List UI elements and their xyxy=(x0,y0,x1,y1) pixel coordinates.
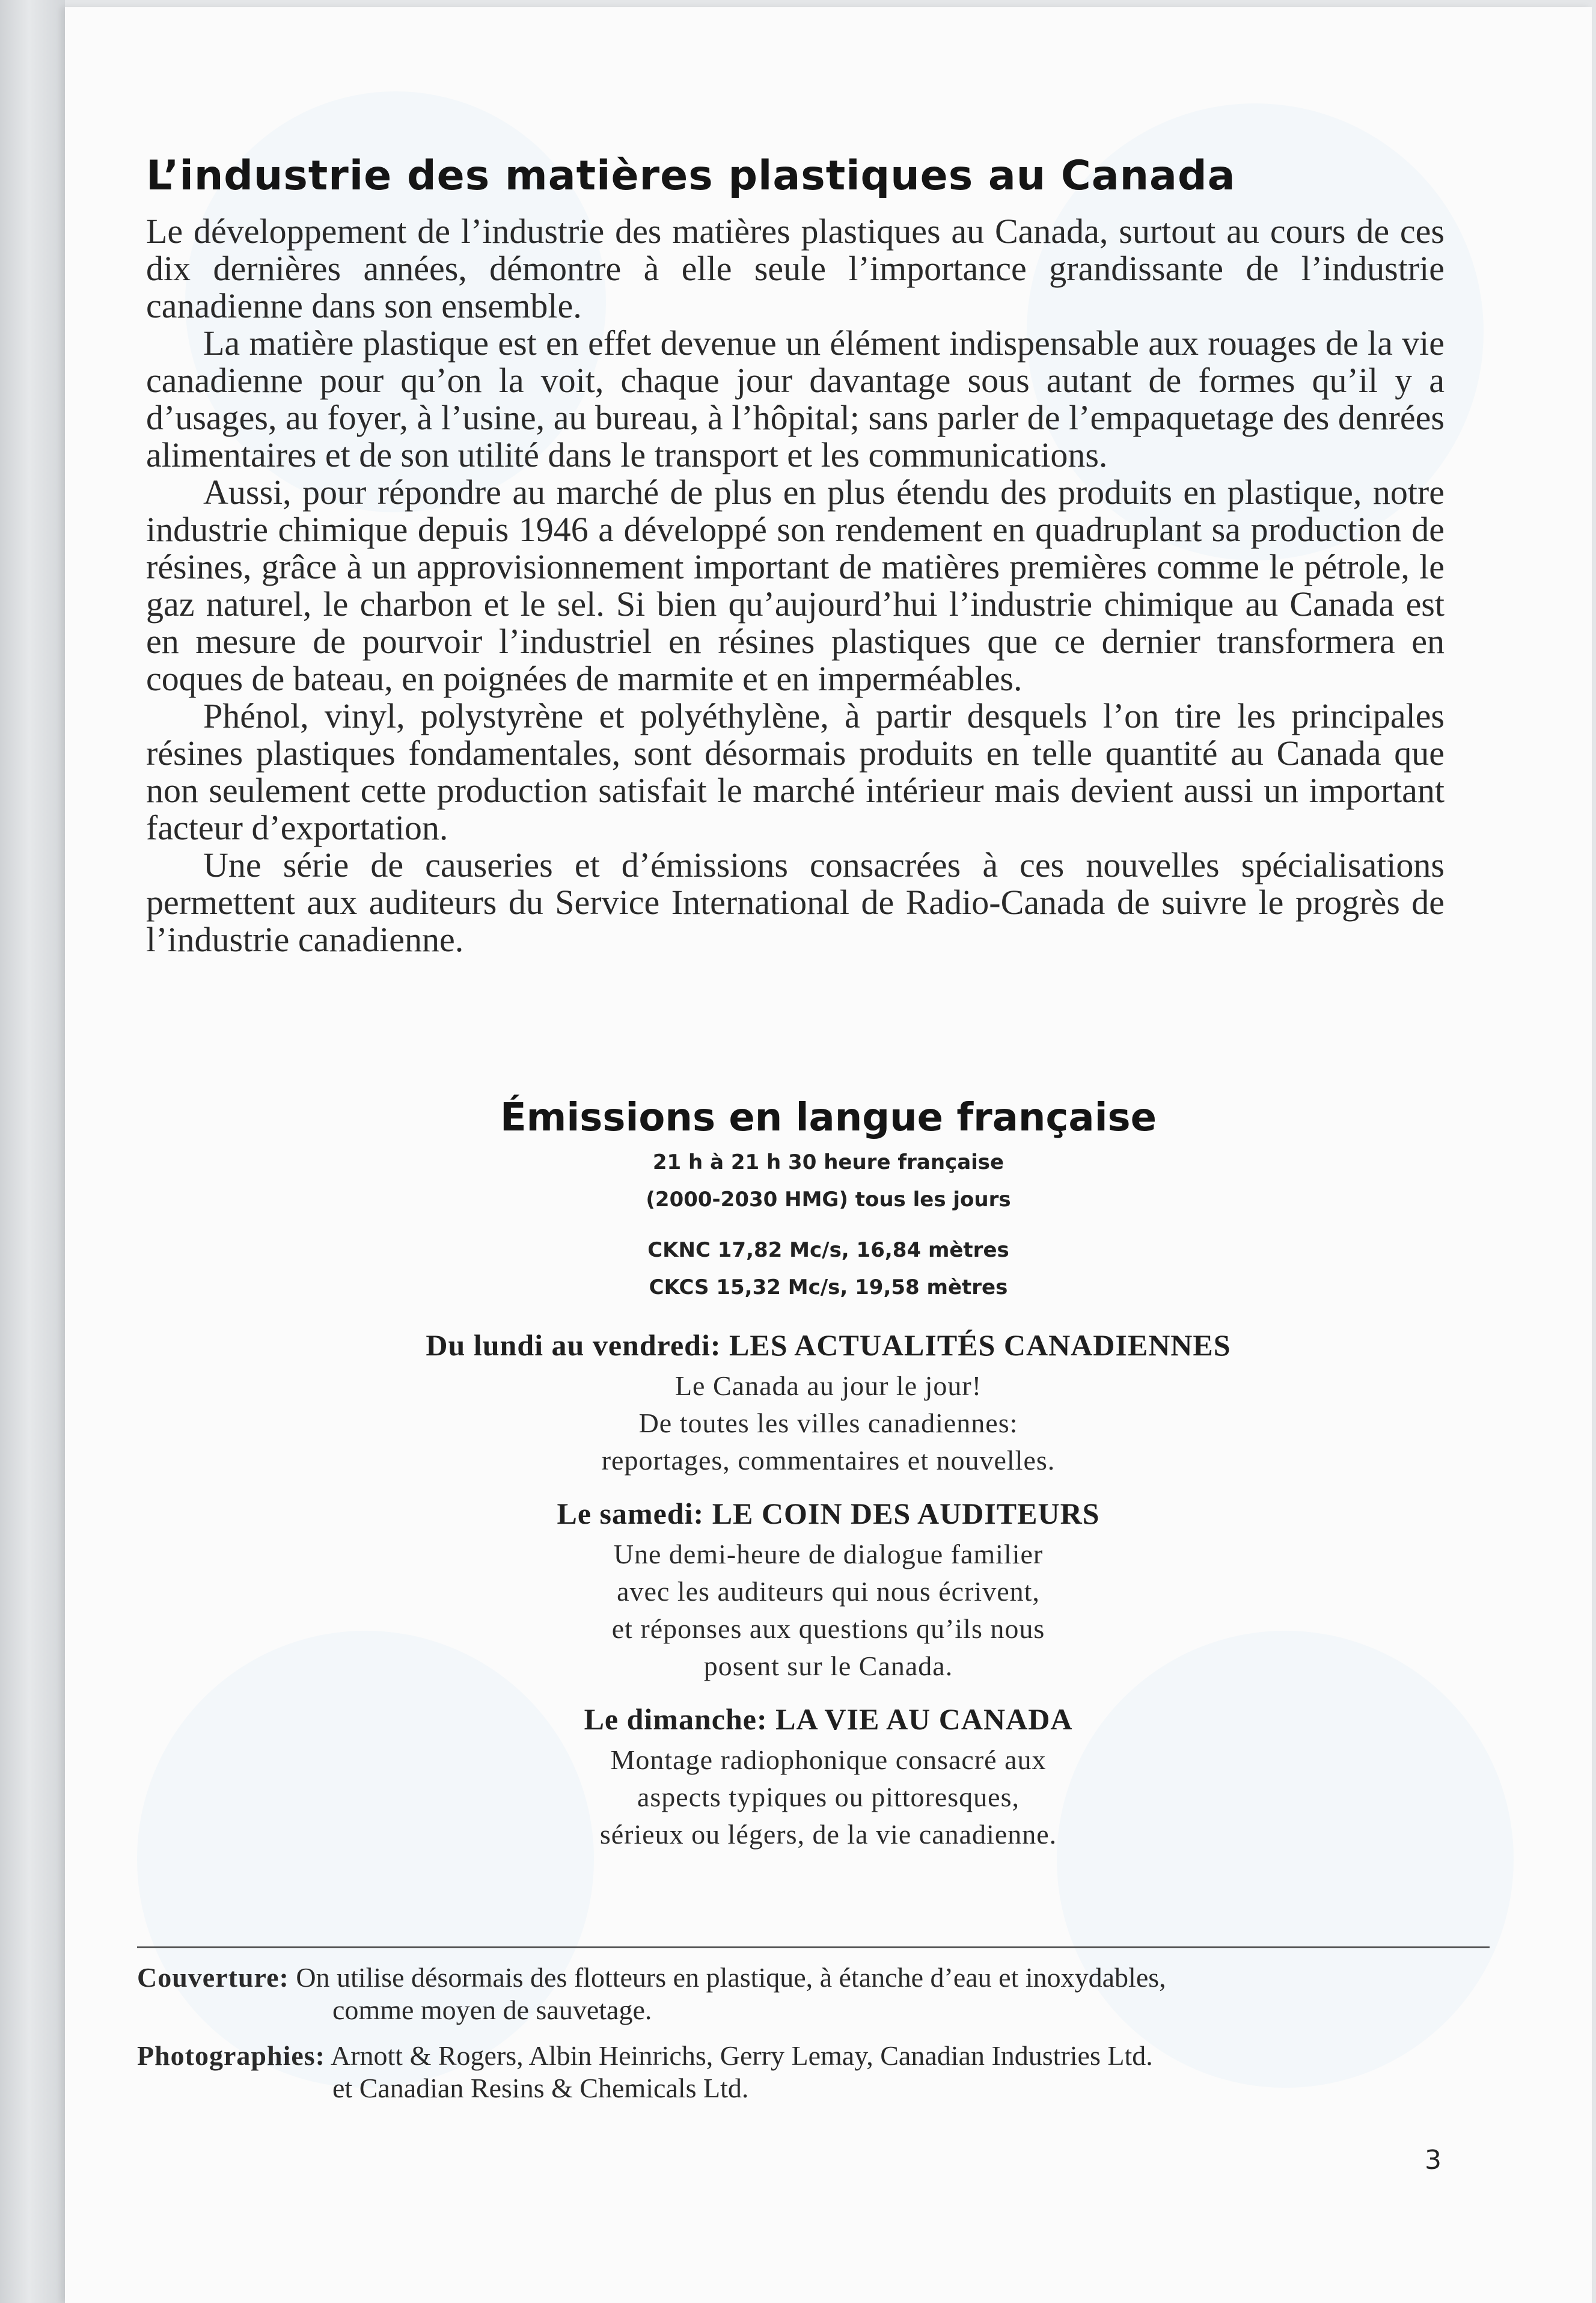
article-paragraph: La matière plastique est en effet devenue un élément indispensable aux rouages de la vie canadienne pour qu’on la voit, chaque jour davantage sous autant de formes qu’il y a d’usages, au foyer, à l’usine, au bureau, à l’hôpital; sans parler de l’empaquetage des denrées alimentaires et de son utilité dans le transport et les communications. xyxy=(146,323,1445,474)
program-saturday xyxy=(65,1496,1592,1685)
page-number: 3 xyxy=(1425,2145,1442,2176)
cover-credit xyxy=(137,1961,1520,2026)
article-title: L’industrie des matières plastiques au Canada xyxy=(146,152,1236,200)
cover-text-line: comme moyen de sauvetage. xyxy=(332,1995,652,2025)
program-heading xyxy=(65,1496,1592,1531)
station-line: CKNC 17,82 Mc/s, 16,84 mètres xyxy=(647,1238,1009,1262)
cover-text-line: On utilise désormais des flotteurs en plastique, à étanche d’eau et inoxydables, xyxy=(296,1962,1166,1993)
program-name: LA VIE AU CANADA xyxy=(775,1702,1073,1736)
photo-credit xyxy=(137,2040,1520,2105)
document-page xyxy=(65,7,1592,2303)
broadcast-title: Émissions en langue française xyxy=(500,1096,1157,1140)
footer-divider xyxy=(137,1946,1490,1948)
photos-text-line: et Canadian Resins & Chemicals Ltd. xyxy=(332,2073,749,2103)
program-description xyxy=(65,1536,1592,1685)
station-list xyxy=(65,1231,1592,1306)
program-day: Du lundi au vendredi: xyxy=(426,1328,721,1362)
description-line: Une demi-heure de dialogue familier xyxy=(613,1539,1044,1569)
article-body xyxy=(146,213,1445,958)
program-description xyxy=(65,1741,1592,1853)
description-line: Montage radiophonique consacré aux xyxy=(610,1744,1047,1775)
schedule-line: 21 h à 21 h 30 heure française xyxy=(652,1150,1004,1174)
description-line: avec les auditeurs qui nous écrivent, xyxy=(617,1576,1040,1607)
station-line: CKCS 15,32 Mc/s, 19,58 mètres xyxy=(649,1275,1008,1299)
broadcast-section xyxy=(65,1096,1592,1853)
photos-label: Photographies: xyxy=(137,2040,325,2071)
program-day: Le samedi: xyxy=(557,1497,705,1530)
cover-label: Couverture: xyxy=(137,1962,289,1993)
article-paragraph: Une série de causeries et d’émissions consacrées à ces nouvelles spécialisations permettent aux auditeurs du Service International de Radio-Canada de suivre le progrès de l’industrie canadienne. xyxy=(146,845,1445,959)
article-paragraph: Phénol, vinyl, polystyrène et polyéthylène, à partir desquels l’on tire les principales résines plastiques fondamentales, sont désormais produits en telle quantité au Canada que non seulement cette production satisfait le marché intérieur mais devient aussi un important facteur d’exportation. xyxy=(146,696,1445,847)
program-name: LES ACTUALITÉS CANADIENNES xyxy=(729,1328,1231,1362)
program-weekday xyxy=(65,1328,1592,1479)
article-paragraph: Le développement de l’industrie des matières plastiques au Canada, surtout au cours de ces dix dernières années, démontre à elle seule l’importance grandissante de l’industrie canadienne dans son ensemble. xyxy=(146,211,1445,325)
program-description xyxy=(65,1367,1592,1479)
program-name: LE COIN DES AUDITEURS xyxy=(712,1497,1100,1530)
description-line: posent sur le Canada. xyxy=(703,1651,953,1681)
description-line: sérieux ou légers, de la vie canadienne. xyxy=(599,1819,1057,1850)
article xyxy=(146,152,1445,958)
description-line: De toutes les villes canadiennes: xyxy=(638,1408,1018,1438)
program-heading xyxy=(65,1328,1592,1363)
article-paragraph: Aussi, pour répondre au marché de plus en plus étendu des produits en plastique, notre industrie chimique depuis 1946 a développé son rendement en quadruplant sa production de résines, grâce à un approvisionnement important de matières premières comme le pétrole, le gaz naturel, le charbon et le sel. Si bien qu’aujourd’hui l’industrie chimique au Canada est en mesure de pourvoir l’industriel en résines plastiques que ce dernier transformera en coques de bateau, en poignées de marmite et en imperméables. xyxy=(146,472,1445,698)
description-line: et réponses aux questions qu’ils nous xyxy=(611,1613,1045,1644)
program-sunday xyxy=(65,1702,1592,1853)
description-line: aspects typiques ou pittoresques, xyxy=(637,1782,1020,1812)
description-line: Le Canada au jour le jour! xyxy=(674,1370,982,1401)
schedule-line: (2000-2030 HMG) tous les jours xyxy=(646,1188,1011,1212)
description-line: reportages, commentaires et nouvelles. xyxy=(601,1445,1056,1476)
program-heading xyxy=(65,1702,1592,1737)
schedule xyxy=(65,1144,1592,1218)
photos-text-line: Arnott & Rogers, Albin Heinrichs, Gerry Lemay, Canadian Industries Ltd. xyxy=(330,2040,1153,2071)
scan-edge xyxy=(0,0,65,2303)
program-day: Le dimanche: xyxy=(584,1702,768,1736)
